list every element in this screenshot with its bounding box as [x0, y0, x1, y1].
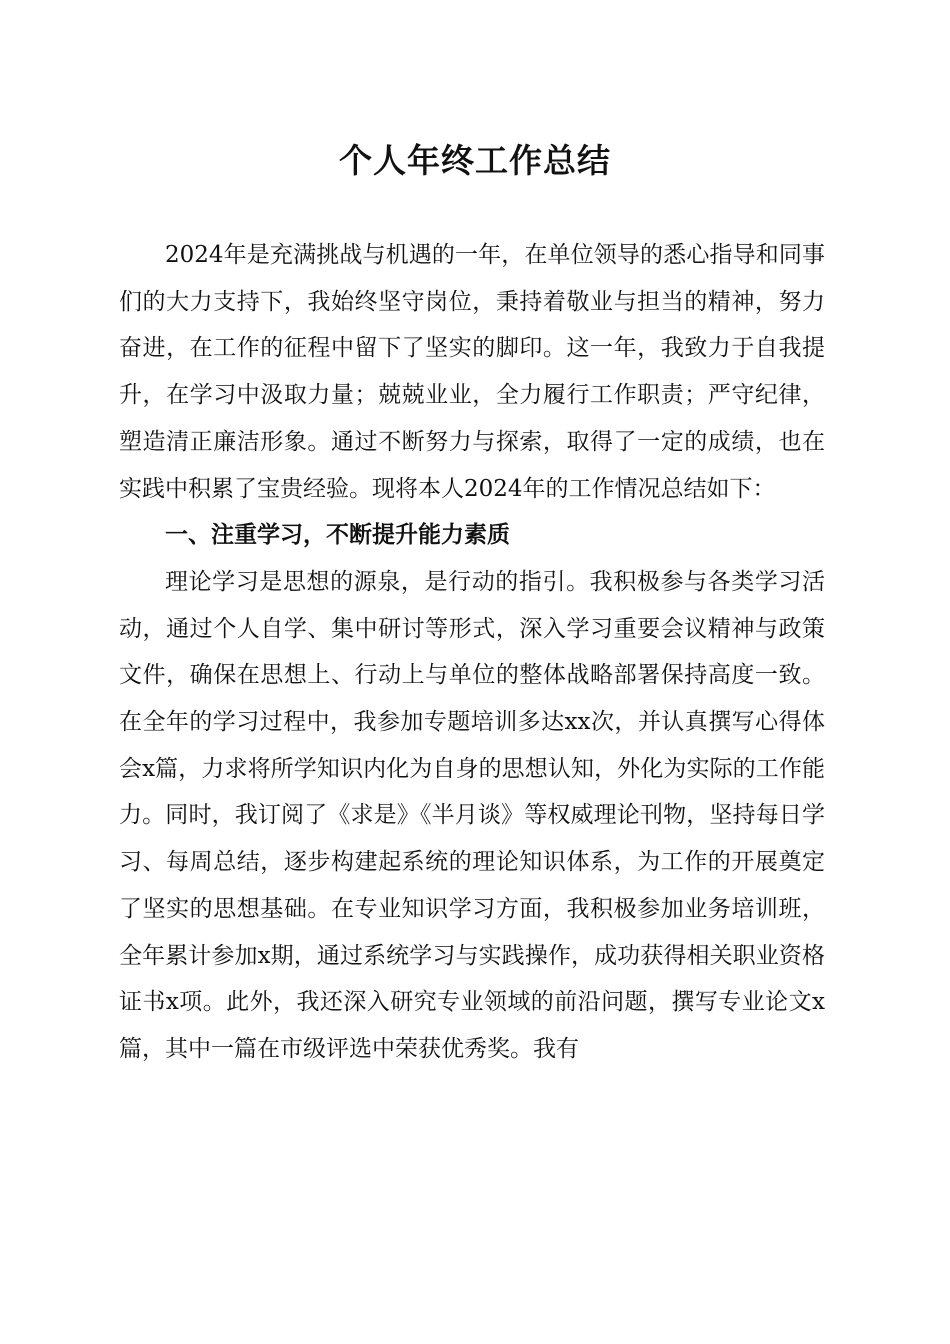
intro-paragraph: 2024年是充满挑战与机遇的一年，在单位领导的悉心指导和同事们的大力支持下，我始终坚守岗位，秉持着敬业与担当的精神，努力奋进，在工作的征程中留下了坚实的脚印。这一年，我致力于自我提升，在学习中汲取力量；兢兢业业，全力履行工作职责；严守纪律，塑造清正廉洁形象。通过不断努力与探索，取得了一定的成绩，也在实践中积累了宝贵经验。现将本人2024年的工作情况总结如下： [119, 242, 825, 502]
section-heading-1: 一、注重学习，不断提升能力素质 [165, 522, 510, 549]
document-title: 个人年终工作总结 [339, 141, 611, 180]
section-1-paragraph: 理论学习是思想的源泉，是行动的指引。我积极参与各类学习活动，通过个人自学、集中研讨等形式，深入学习重要会议精神与政策文件，确保在思想上、行动上与单位的整体战略部署保持高度一致。在全年的学习过程中，我参加专题培训多达xx次，并认真撰写心得体会x篇，力求将所学知识内化为自身的思想认知，外化为实际的工作能力。同时，我订阅了《求是》《半月谈》等权威理论刊物，坚持每日学习、每周总结，逐步构建起系统的理论知识体系，为工作的开展奠定了坚实的思想基础。在专业知识学习方面，我积极参加业务培训班，全年累计参加x期，通过系统学习与实践操作，成功获得相关职业资格证书x项。此外，我还深入研究专业领域的前沿问题，撰写专业论文x篇，其中一篇在市级评选中荣获优秀奖。我有 [119, 568, 825, 1062]
document-body [119, 232, 825, 1073]
